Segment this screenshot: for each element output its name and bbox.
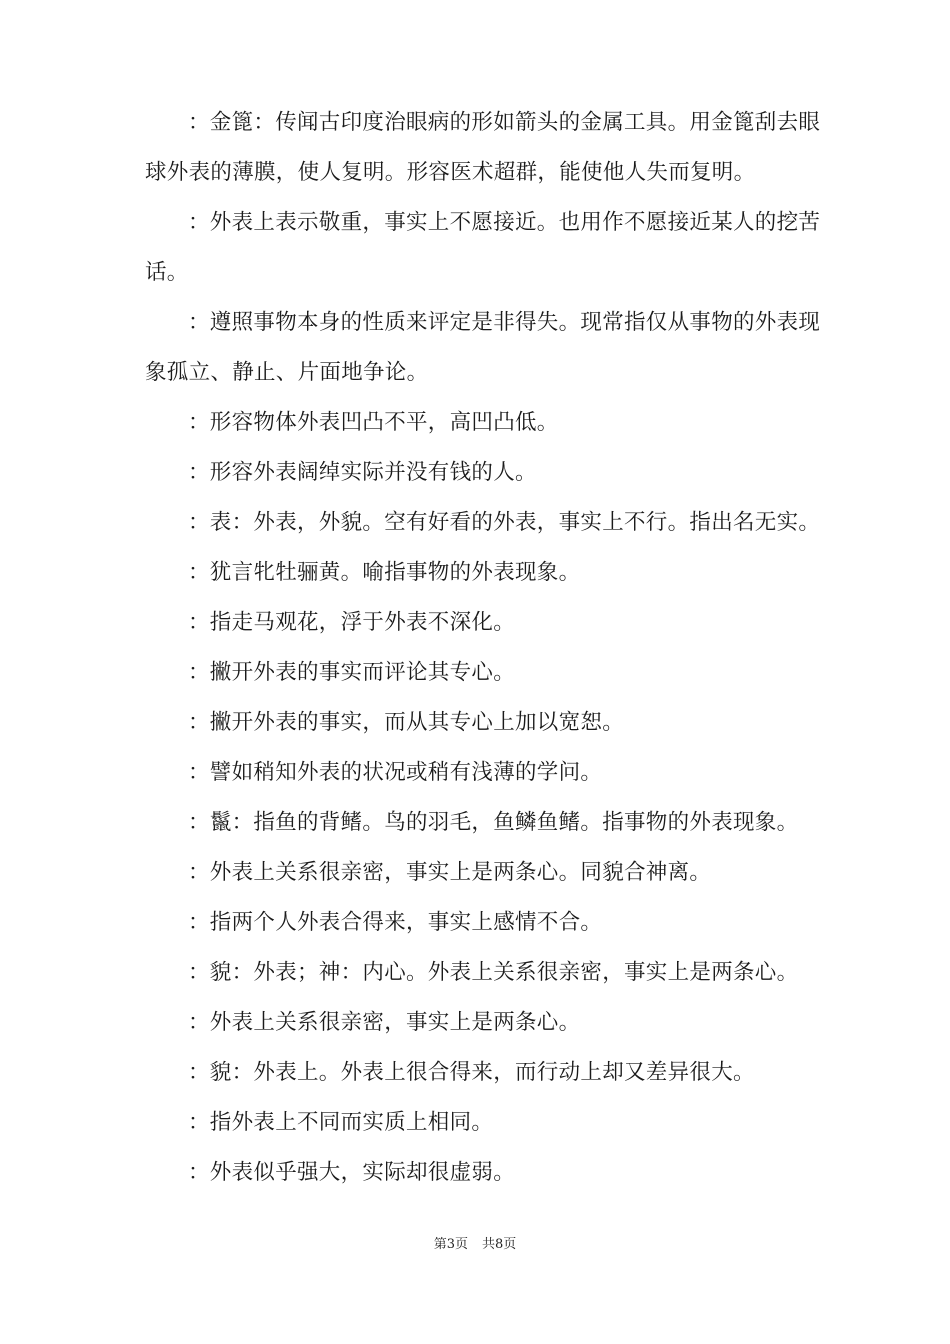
idiom-entry: ：貌：外表；神：内心。外表上关系很亲密，事实上是两条心。 xyxy=(188,960,799,985)
idiom-entry: ：撇开外表的事实，而从其专心上加以宽恕。 xyxy=(188,710,625,735)
page-footer xyxy=(0,1233,950,1252)
idiom-entry: ：指外表上不同而实质上相同。 xyxy=(188,1110,494,1135)
idiom-entry: ：外表似乎强大，实际却很虚弱。 xyxy=(188,1160,516,1185)
document-body xyxy=(145,98,825,1198)
current-page-number: 第3页 xyxy=(433,1237,468,1252)
idiom-entry: ：外表上关系很亲密，事实上是两条心。同貌合神离。 xyxy=(188,860,712,885)
idiom-entry: ：形容物体外表凹凸不平，高凹凸低。 xyxy=(188,410,559,435)
idiom-entry: ：金篦：传闻古印度治眼病的形如箭头的金属工具。用金篦刮去眼球外表的薄膜，使人复明。形容医术超群，能使他人失而复明。 xyxy=(145,110,821,185)
idiom-entry: ：撇开外表的事实而评论其专心。 xyxy=(188,660,516,685)
idiom-entry: ：外表上关系很亲密，事实上是两条心。 xyxy=(188,1010,581,1035)
idiom-entry: ：貌：外表上。外表上很合得来，而行动上却又差异很大。 xyxy=(188,1060,755,1085)
idiom-entry: ：譬如稍知外表的状况或稍有浅薄的学问。 xyxy=(188,760,603,785)
idiom-entry: ：指两个人外表合得来，事实上感情不合。 xyxy=(188,910,603,935)
idiom-entry: ：遵照事物本身的性质来评定是非得失。现常指仅从事物的外表现象孤立、静止、片面地争论。 xyxy=(145,310,821,385)
total-page-count: 共8页 xyxy=(482,1237,517,1252)
idiom-entry: ：形容外表阔绰实际并没有钱的人。 xyxy=(188,460,537,485)
idiom-entry: ：鬣：指鱼的背鳍。鸟的羽毛，鱼鳞鱼鳍。指事物的外表现象。 xyxy=(188,810,799,835)
idiom-entry: ：指走马观花，浮于外表不深化。 xyxy=(188,610,516,635)
idiom-entry: ：外表上表示敬重，事实上不愿接近。也用作不愿接近某人的挖苦话。 xyxy=(145,210,821,285)
idiom-entry: ：表：外表，外貌。空有好看的外表，事实上不行。指出名无实。 xyxy=(188,510,821,535)
idiom-entry: ：犹言牝牡骊黄。喻指事物的外表现象。 xyxy=(188,560,581,585)
